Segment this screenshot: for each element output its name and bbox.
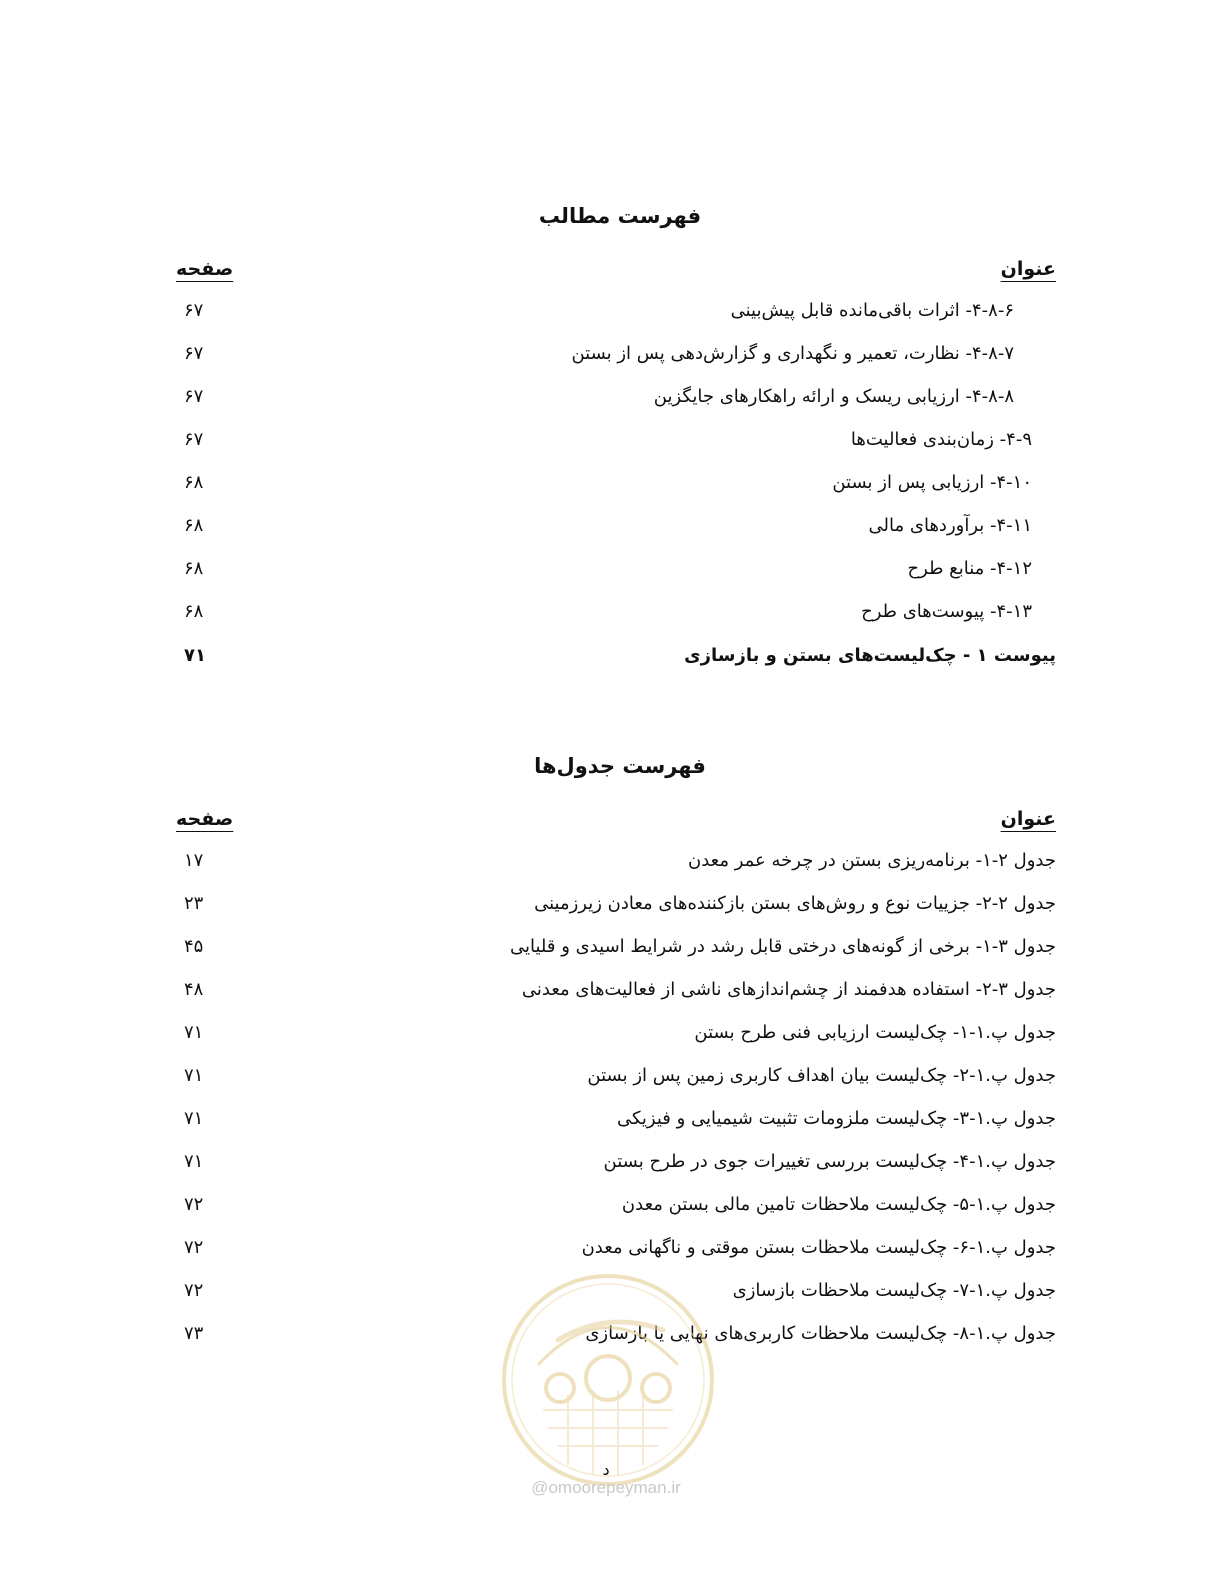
toc-entry-appendix[interactable]	[176, 641, 1056, 671]
table-entry-label: جدول پ.۱-۲- چک‌لیست بیان اهداف کاربری زمین پس از بستن	[587, 1065, 1056, 1086]
table-entry-label: جدول ۳-۱- برخی از گونه‌های درختی قابل رشد در شرایط اسیدی و قلیایی	[510, 936, 1056, 957]
tables-header-title: عنوان	[1000, 808, 1056, 830]
toc-entry-page: ۶۷	[184, 386, 204, 407]
table-entry[interactable]	[176, 932, 1056, 962]
table-entry-page: ۷۱	[184, 1065, 204, 1086]
toc-entry-page: ۶۷	[184, 429, 204, 450]
toc-entry-page: ۶۸	[184, 515, 204, 536]
toc-entry-label: ۴-۸-۷- نظارت، تعمیر و نگهداری و گزارش‌دهی پس از بستن	[571, 343, 1014, 364]
table-entry-page: ۷۲	[184, 1194, 204, 1215]
watermark-url: @omoorepeyman.ir	[531, 1478, 681, 1497]
table-entry[interactable]	[176, 1233, 1056, 1263]
table-entry-page: ۴۸	[184, 979, 204, 1000]
table-entry-label: جدول پ.۱-۶- چک‌لیست ملاحظات بستن موقتی و ناگهانی معدن	[581, 1237, 1056, 1258]
tables-list-title: فهرست جدول‌ها	[534, 754, 706, 778]
toc-entry[interactable]	[176, 382, 1056, 412]
toc-entry[interactable]	[176, 339, 1056, 369]
toc-entry-label: ۴-۱۱- برآوردهای مالی	[868, 515, 1032, 536]
toc-entry-label: ۴-۱۳- پیوست‌های طرح	[861, 601, 1032, 622]
toc-entry-page: ۶۸	[184, 472, 204, 493]
toc-entry[interactable]	[176, 511, 1056, 541]
table-entry[interactable]	[176, 975, 1056, 1005]
table-entry-page: ۷۱	[184, 1151, 204, 1172]
table-entry[interactable]	[176, 889, 1056, 919]
toc-entry-page: ۷۱	[184, 645, 206, 666]
toc-entry[interactable]	[176, 597, 1056, 627]
table-entry-page: ۱۷	[184, 850, 204, 871]
toc-entry-page: ۶۷	[184, 300, 204, 321]
table-entry-page: ۷۲	[184, 1280, 204, 1301]
toc-entry-label: ۴-۸-۸- ارزیابی ریسک و ارائه راهکارهای جایگزین	[653, 386, 1014, 407]
table-entry-label: جدول پ.۱-۵- چک‌لیست ملاحظات تامین مالی بستن معدن	[621, 1194, 1056, 1215]
toc-entry-label: ۴-۱۲- منابع طرح	[907, 558, 1032, 579]
table-entry-label: جدول پ.۱-۳- چک‌لیست ملزومات تثبیت شیمیایی و فیزیکی	[616, 1108, 1056, 1129]
table-entry[interactable]	[176, 1147, 1056, 1177]
toc-entry-label: ۴-۸-۶- اثرات باقی‌مانده قابل پیش‌بینی	[730, 300, 1014, 321]
toc-entry-page: ۶۷	[184, 343, 204, 364]
table-entry[interactable]	[176, 1061, 1056, 1091]
table-entry[interactable]	[176, 1018, 1056, 1048]
page-number: د	[602, 1460, 610, 1479]
toc-entry[interactable]	[176, 296, 1056, 326]
watermark-seal-logo	[498, 1270, 718, 1490]
table-entry-label: جدول پ.۱-۸- چک‌لیست ملاحظات کاربری‌های نهایی یا بازسازی	[585, 1323, 1056, 1344]
table-entry-label: جدول پ.۱-۴- چک‌لیست بررسی تغییرات جوی در طرح بستن	[603, 1151, 1056, 1172]
table-entry-label: جدول ۳-۲- استفاده هدفمند از چشم‌اندازهای ناشی از فعالیت‌های معدنی	[521, 979, 1056, 1000]
tables-header-page: صفحه	[176, 808, 234, 830]
table-entry-page: ۷۱	[184, 1022, 204, 1043]
toc-entry-page: ۶۸	[184, 601, 204, 622]
table-entry[interactable]	[176, 846, 1056, 876]
table-entry-label: جدول ۲-۲- جزییات نوع و روش‌های بستن بازکننده‌های معادن زیرزمینی	[534, 893, 1056, 914]
table-entry-page: ۷۱	[184, 1108, 204, 1129]
table-entry[interactable]	[176, 1190, 1056, 1220]
toc-entry[interactable]	[176, 554, 1056, 584]
table-entry-label: جدول پ.۱-۱- چک‌لیست ارزیابی فنی طرح بستن	[694, 1022, 1056, 1043]
toc-entry-label: پیوست ۱ - چک‌لیست‌های بستن و بازسازی	[684, 645, 1056, 666]
toc-header-page: صفحه	[176, 258, 234, 280]
toc-header-title: عنوان	[1000, 258, 1056, 280]
toc-entry[interactable]	[176, 468, 1056, 498]
table-entry-page: ۷۲	[184, 1237, 204, 1258]
table-entry[interactable]	[176, 1104, 1056, 1134]
toc-entry[interactable]	[176, 425, 1056, 455]
toc-entry-page: ۶۸	[184, 558, 204, 579]
toc-title: فهرست مطالب	[538, 204, 702, 228]
toc-entry-label: ۴-۱۰- ارزیابی پس از بستن	[832, 472, 1032, 493]
table-entry-page: ۲۳	[184, 893, 204, 914]
toc-entry-label: ۴-۹- زمان‌بندی فعالیت‌ها	[850, 429, 1032, 450]
table-entry-label: جدول ۲-۱- برنامه‌ریزی بستن در چرخه عمر معدن	[687, 850, 1056, 871]
table-entry-label: جدول پ.۱-۷- چک‌لیست ملاحظات بازسازی	[732, 1280, 1056, 1301]
table-entry-page: ۴۵	[184, 936, 204, 957]
table-entry-page: ۷۳	[184, 1323, 204, 1344]
